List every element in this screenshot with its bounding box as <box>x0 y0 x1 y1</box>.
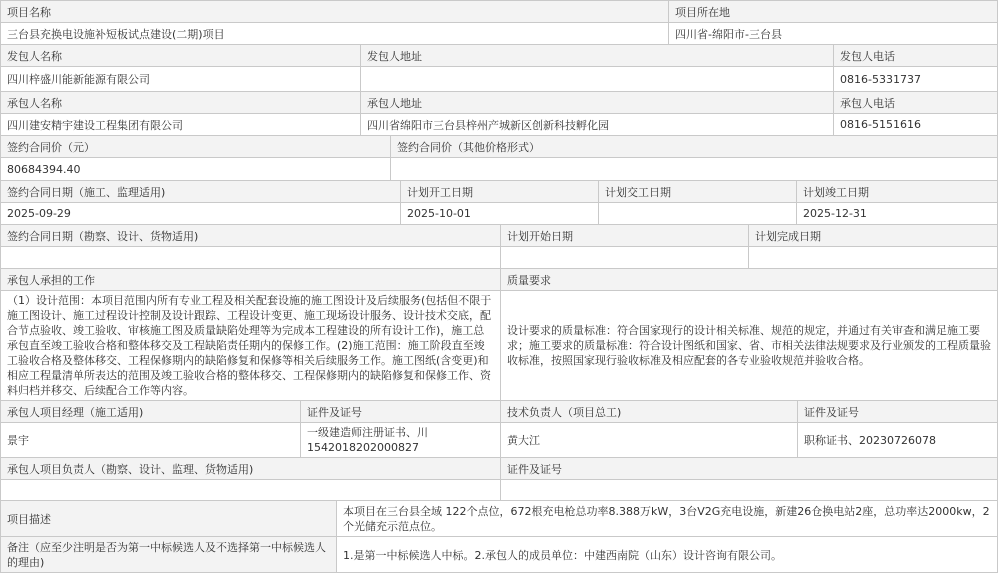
price-other-value <box>391 158 997 181</box>
description-value: 本项目在三台县全域 122个点位，672根充电枪总功率8.388万kW，3台V2G充电设施，新建26仓换电站2座，总功率达2000kw，2个光储充示范点位。 <box>337 501 997 537</box>
work-scope-label: 承包人承担的工作 <box>1 269 501 291</box>
employer-name-label: 发包人名称 <box>1 45 361 67</box>
leader-label: 承包人项目负责人（勘察、设计、监理、货物适用) <box>1 458 501 480</box>
completion-date-value: 2025-12-31 <box>797 203 997 225</box>
price-value-row <box>1 158 997 181</box>
handover-date-label: 计划交工日期 <box>599 181 797 203</box>
price-value: 80684394.40 <box>1 158 391 181</box>
contractor-address-label: 承包人地址 <box>361 92 834 114</box>
survey-dates-value-row <box>1 247 997 269</box>
manager-label: 承包人项目经理（施工适用) <box>1 401 301 423</box>
work-scope-value: （1）设计范围：本项目范围内所有专业工程及相关配套设施的施工图设计及后续服务(包括但不限于施工图设计、施工过程设计控制及设计跟踪、工程设计变更、施工现场设计服务、设计技术交底，配合节点验收、竣工验收、审核施工图及质量缺陷处理等为完成本工程建设的所有设计工作)，施工总承包直至竣工验收合格和整体移交及工程缺陷责任期内的保修工作。(2)施工范围：施工阶段直至竣工验收合格及整体移交、工程保修期内的缺陷修复和保修等相关后续服务工作。施工图纸(含变更)和相应工程量清单所表达的范围及竣工验收合格的整体移交、工程保修期内的缺陷修复和保修工作、资料归档并移交、后续配合工作等内容。 <box>1 291 501 401</box>
manager-cert-label: 证件及证号 <box>301 401 501 423</box>
project-header-row <box>1 1 997 23</box>
project-location-value: 四川省-绵阳市-三台县 <box>669 23 997 45</box>
start-date-label: 计划开工日期 <box>401 181 599 203</box>
leader-cert-label: 证件及证号 <box>501 458 997 480</box>
contractor-header-row <box>1 92 997 114</box>
project-name-label: 项目名称 <box>1 1 669 23</box>
survey-start-date-label: 计划开始日期 <box>501 225 749 247</box>
quality-value: 设计要求的质量标准：符合国家现行的设计相关标准、规范的规定，并通过有关审查和满足施工要求；施工要求的质量标准：符合设计图纸和国家、省、市相关法律法规要求及行业颁发的工程质量验收标准，按照国家现行验收标准及相应配套的各专业验收规范并验收合格。 <box>501 291 997 401</box>
survey-finish-date-value <box>749 247 997 269</box>
sign-date-label: 签约合同日期（施工、监理适用) <box>1 181 401 203</box>
project-name-value: 三台县充换电设施补短板试点建设(二期)项目 <box>1 23 669 45</box>
quality-label: 质量要求 <box>501 269 997 291</box>
price-other-label: 签约合同价（其他价格形式） <box>391 136 997 158</box>
survey-start-date-value <box>501 247 749 269</box>
survey-dates-header-row <box>1 225 997 247</box>
contractor-name-value: 四川建安精宇建设工程集团有限公司 <box>1 114 361 136</box>
tech-lead-cert-value: 职称证书、20230726078 <box>798 423 997 458</box>
leader-value-row <box>1 480 997 501</box>
survey-sign-date-label: 签约合同日期（勘察、设计、货物适用) <box>1 225 501 247</box>
survey-finish-date-label: 计划完成日期 <box>749 225 997 247</box>
price-header-row <box>1 136 997 158</box>
leader-value <box>1 480 501 501</box>
employer-address-value <box>361 67 834 92</box>
work-header-row <box>1 269 997 291</box>
construction-dates-header-row <box>1 181 997 203</box>
employer-header-row <box>1 45 997 67</box>
contractor-phone-label: 承包人电话 <box>834 92 997 114</box>
employer-phone-label: 发包人电话 <box>834 45 997 67</box>
remarks-label: 备注（应至少注明是否为第一中标候选人及不选择第一中标候选人的理由) <box>1 537 337 572</box>
tech-lead-label: 技术负责人（项目总工) <box>501 401 798 423</box>
contractor-address-value: 四川省绵阳市三台县梓州产城新区创新科技孵化园 <box>361 114 834 136</box>
sign-date-value: 2025-09-29 <box>1 203 401 225</box>
manager-value-row <box>1 423 997 458</box>
contractor-value-row <box>1 114 997 136</box>
description-label: 项目描述 <box>1 501 337 537</box>
leader-cert-value <box>501 480 997 501</box>
description-row <box>1 501 997 537</box>
tech-lead-cert-label: 证件及证号 <box>798 401 997 423</box>
employer-address-label: 发包人地址 <box>361 45 834 67</box>
start-date-value: 2025-10-01 <box>401 203 599 225</box>
employer-value-row <box>1 67 997 92</box>
tech-lead-value: 黄大江 <box>501 423 798 458</box>
project-value-row <box>1 23 997 45</box>
employer-name-value: 四川梓盛川能新能源有限公司 <box>1 67 361 92</box>
manager-cert-value: 一级建造师注册证书、川1542018202000827 <box>301 423 501 458</box>
employer-phone-value: 0816-5331737 <box>834 67 997 92</box>
price-label: 签约合同价（元） <box>1 136 391 158</box>
survey-sign-date-value <box>1 247 501 269</box>
remarks-value: 1.是第一中标候选人中标。2.承包人的成员单位：中建西南院（山东）设计咨询有限公司。 <box>337 537 997 572</box>
leader-header-row <box>1 458 997 480</box>
contractor-name-label: 承包人名称 <box>1 92 361 114</box>
remarks-row <box>1 537 997 572</box>
construction-dates-value-row <box>1 203 997 225</box>
completion-date-label: 计划竣工日期 <box>797 181 997 203</box>
handover-date-value <box>599 203 797 225</box>
work-value-row <box>1 291 997 401</box>
project-location-label: 项目所在地 <box>669 1 997 23</box>
manager-header-row <box>1 401 997 423</box>
manager-value: 景宇 <box>1 423 301 458</box>
contractor-phone-value: 0816-5151616 <box>834 114 997 136</box>
